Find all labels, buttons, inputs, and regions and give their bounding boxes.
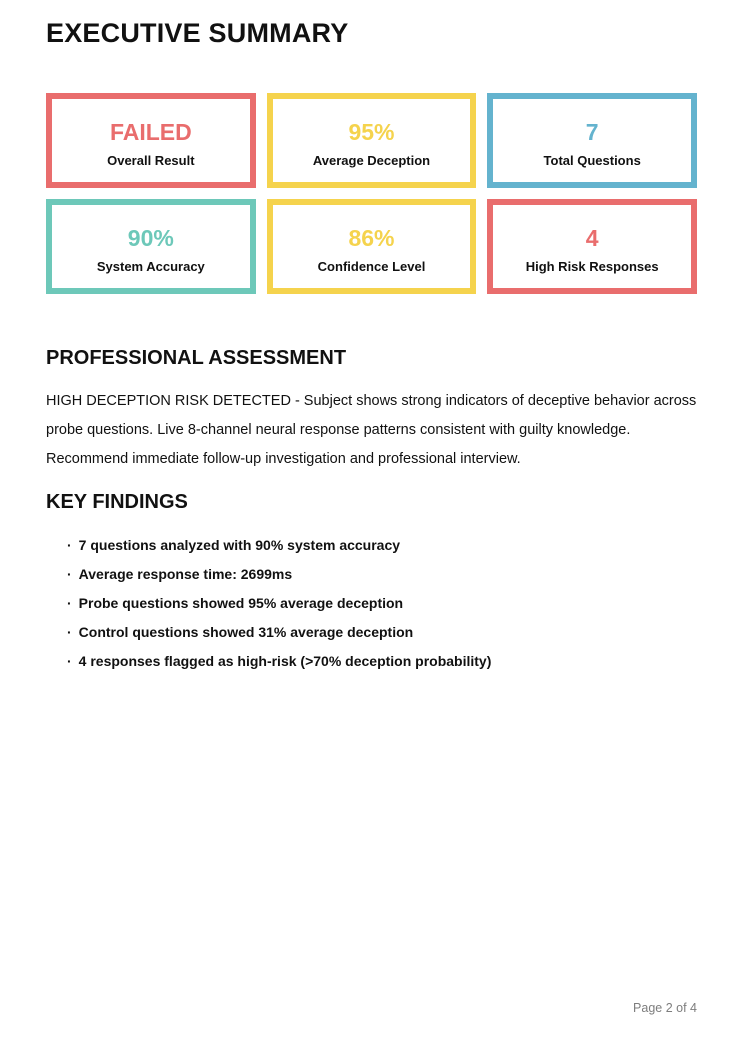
finding-text: 7 questions analyzed with 90% system accuracy — [78, 537, 401, 553]
stat-value: 95% — [348, 118, 395, 145]
findings-list — [46, 531, 697, 676]
stat-value: 90% — [127, 224, 174, 251]
stat-card-total-questions — [487, 93, 697, 188]
stat-card-average-deception — [267, 93, 477, 188]
finding-item — [67, 531, 697, 560]
stat-label: Overall Result — [107, 152, 195, 168]
assessment-body: HIGH DECEPTION RISK DETECTED - Subject shows strong indicators of deceptive behavior across probe questions. Live 8-channel neural response patterns consistent with guilty knowledge. Recommend immediate follow-up investigation and professional interview. — [46, 393, 697, 467]
stat-value: FAILED — [109, 118, 192, 145]
stat-value: 7 — [585, 118, 599, 145]
finding-text: Probe questions showed 95% average deception — [78, 595, 404, 611]
stat-label: Average Deception — [312, 152, 431, 168]
page-title: EXECUTIVE SUMMARY — [46, 18, 349, 48]
finding-text: Control questions showed 31% average deception — [78, 624, 414, 640]
finding-text: Average response time: 2699ms — [78, 566, 293, 582]
finding-item — [67, 618, 697, 647]
page-number: Page 2 of 4 — [633, 1001, 697, 1015]
stat-card-high-risk-responses — [487, 199, 697, 294]
stat-value: 4 — [585, 224, 599, 251]
bullet-icon: · — [67, 624, 72, 640]
stat-card-overall-result — [46, 93, 256, 188]
stat-card-system-accuracy — [46, 199, 256, 294]
finding-text: 4 responses flagged as high-risk (>70% deception probability) — [78, 653, 492, 669]
stat-label: High Risk Responses — [525, 258, 659, 274]
stat-value: 86% — [348, 224, 395, 251]
bullet-icon: · — [67, 595, 72, 611]
assessment-heading: PROFESSIONAL ASSESSMENT — [46, 347, 347, 369]
finding-item — [67, 589, 697, 618]
summary-cards — [46, 93, 697, 294]
bullet-icon: · — [67, 653, 72, 669]
finding-item — [67, 647, 697, 676]
finding-item — [67, 560, 697, 589]
stat-card-confidence-level — [267, 199, 477, 294]
bullet-icon: · — [67, 537, 72, 553]
bullet-icon: · — [67, 566, 72, 582]
stat-label: Total Questions — [543, 152, 641, 168]
findings-heading: KEY FINDINGS — [46, 491, 188, 513]
stat-label: System Accuracy — [96, 258, 205, 274]
stat-label: Confidence Level — [317, 258, 426, 274]
